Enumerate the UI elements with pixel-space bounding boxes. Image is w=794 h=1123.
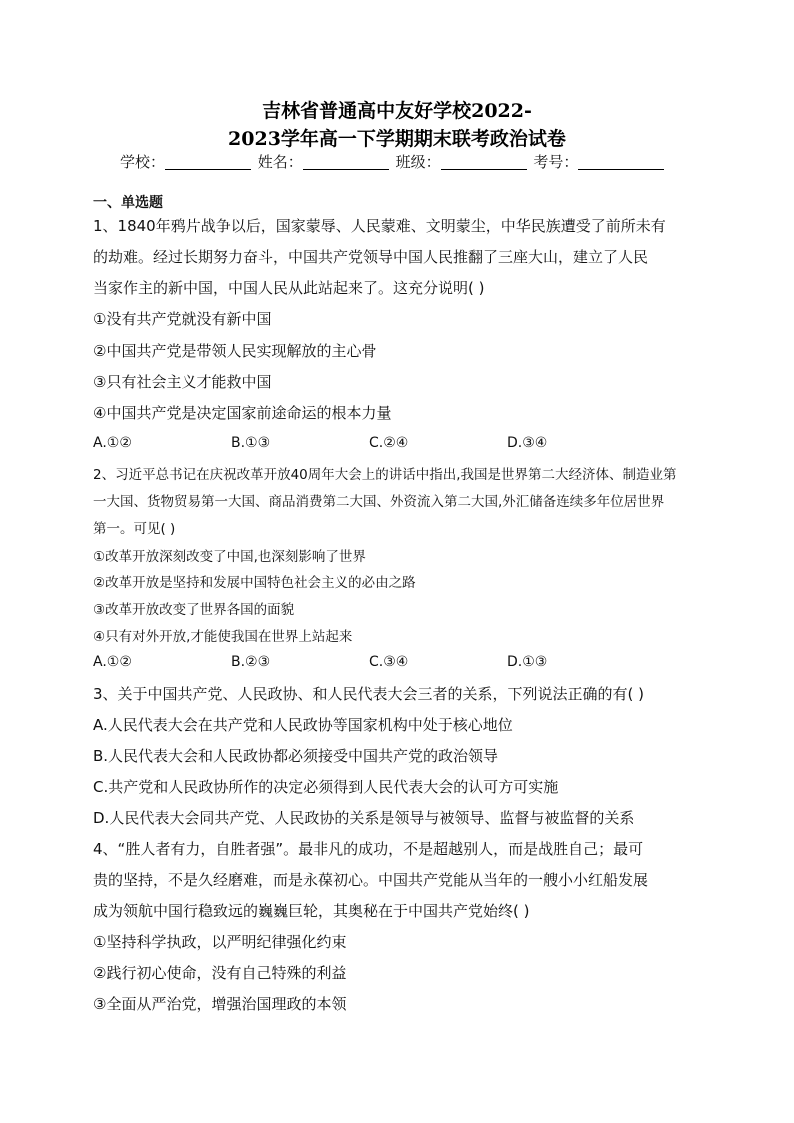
q2-stem-line2: 一大国、货物贸易第一大国、商品消费第二大国、外资流入第二大国,外汇储备连续多年位居世界 [93, 494, 665, 510]
q1-item-1: ①没有共产党就没有新中国 [93, 310, 272, 328]
school-blank[interactable] [165, 155, 251, 170]
q4-stem-line2: 贵的坚持，不是久经磨难，而是永葆初心。中国共产党能从当年的一艘小小红船发展 [93, 871, 649, 889]
q2-item-2: ②改革开放是坚持和发展中国特色社会主义的必由之路 [93, 575, 416, 591]
q2-item-1: ①改革开放深刻改变了中国,也深刻影响了世界 [93, 549, 366, 565]
q1-options [93, 435, 645, 451]
exam-number-label: 考号： [533, 153, 579, 171]
q1-stem-line1: 1、1840年鸦片战争以后，国家蒙辱、人民蒙难、文明蒙尘，中华民族遭受了前所未有 [93, 217, 666, 235]
q4-item-1: ①坚持科学执政，以严明纪律强化约束 [93, 933, 347, 951]
class-blank[interactable] [441, 155, 527, 170]
q2-stem-line3: 第一。可见( ) [93, 521, 176, 537]
name-label: 姓名： [257, 153, 303, 171]
q1-option-b[interactable]: B.①③ [231, 435, 271, 451]
name-blank[interactable] [303, 155, 389, 170]
q1-item-3: ③只有社会主义才能救中国 [93, 373, 272, 391]
q4-item-2: ②践行初心使命，没有自己特殊的利益 [93, 964, 347, 982]
q1-item-2: ②中国共产党是带领人民实现解放的主心骨 [93, 342, 377, 360]
q1-stem-line2: 的劫难。经过长期努力奋斗，中国共产党领导中国人民推翻了三座大山，建立了人民 [93, 248, 649, 266]
q2-item-3: ③改革开放改变了世界各国的面貌 [93, 602, 295, 618]
exam-title-line2: 2023学年高一下学期期末联考政治试卷 [228, 128, 566, 150]
student-info-row [120, 151, 666, 172]
q4-stem-line1: 4、“胜人者有力，自胜者强”。最非凡的成功，不是超越别人，而是战胜自己；最可 [93, 840, 644, 858]
q3-option-c[interactable]: C.共产党和人民政协所作的决定必须得到人民代表大会的认可方可实施 [93, 778, 559, 796]
q2-option-b[interactable]: B.②③ [231, 654, 271, 670]
school-label: 学校： [120, 153, 166, 171]
q2-option-d[interactable]: D.①③ [507, 654, 548, 670]
q1-option-a[interactable]: A.①② [93, 435, 132, 451]
q2-option-c[interactable]: C.③④ [369, 654, 409, 670]
q1-item-4: ④中国共产党是决定国家前途命运的根本力量 [93, 404, 392, 422]
exam-number-blank[interactable] [578, 155, 664, 170]
q3-option-a[interactable]: A.人民代表大会在共产党和人民政协等国家机构中处于核心地位 [93, 716, 513, 734]
q4-item-3: ③全面从严治党，增强治国理政的本领 [93, 995, 347, 1013]
q3-option-d[interactable]: D.人民代表大会同共产党、人民政协的关系是领导与被领导、监督与被监督的关系 [93, 809, 635, 827]
q1-option-d[interactable]: D.③④ [507, 435, 548, 451]
q1-option-c[interactable]: C.②④ [369, 435, 409, 451]
q3-stem: 3、关于中国共产党、人民政协、和人民代表大会三者的关系，下列说法正确的有( ) [93, 685, 645, 703]
class-label: 班级： [395, 153, 441, 171]
q2-option-a[interactable]: A.①② [93, 654, 132, 670]
q2-stem-line1: 2、习近平总书记在庆祝改革开放40周年大会上的讲话中指出,我国是世界第二大经济体、制造业第 [93, 467, 677, 483]
exam-title-line1: 吉林省普通高中友好学校2022- [262, 100, 532, 122]
q3-option-b[interactable]: B.人民代表大会和人民政协都必须接受中国共产党的政治领导 [93, 747, 499, 765]
q1-stem-line3: 当家作主的新中国，中国人民从此站起来了。这充分说明( ) [93, 279, 485, 297]
q2-options [93, 654, 645, 670]
q4-stem-line3: 成为领航中国行稳致远的巍巍巨轮，其奥秘在于中国共产党始终( ) [93, 902, 530, 920]
q2-item-4: ④只有对外开放,才能使我国在世界上站起来 [93, 629, 353, 645]
section-title: 一、单选题 [93, 195, 163, 211]
